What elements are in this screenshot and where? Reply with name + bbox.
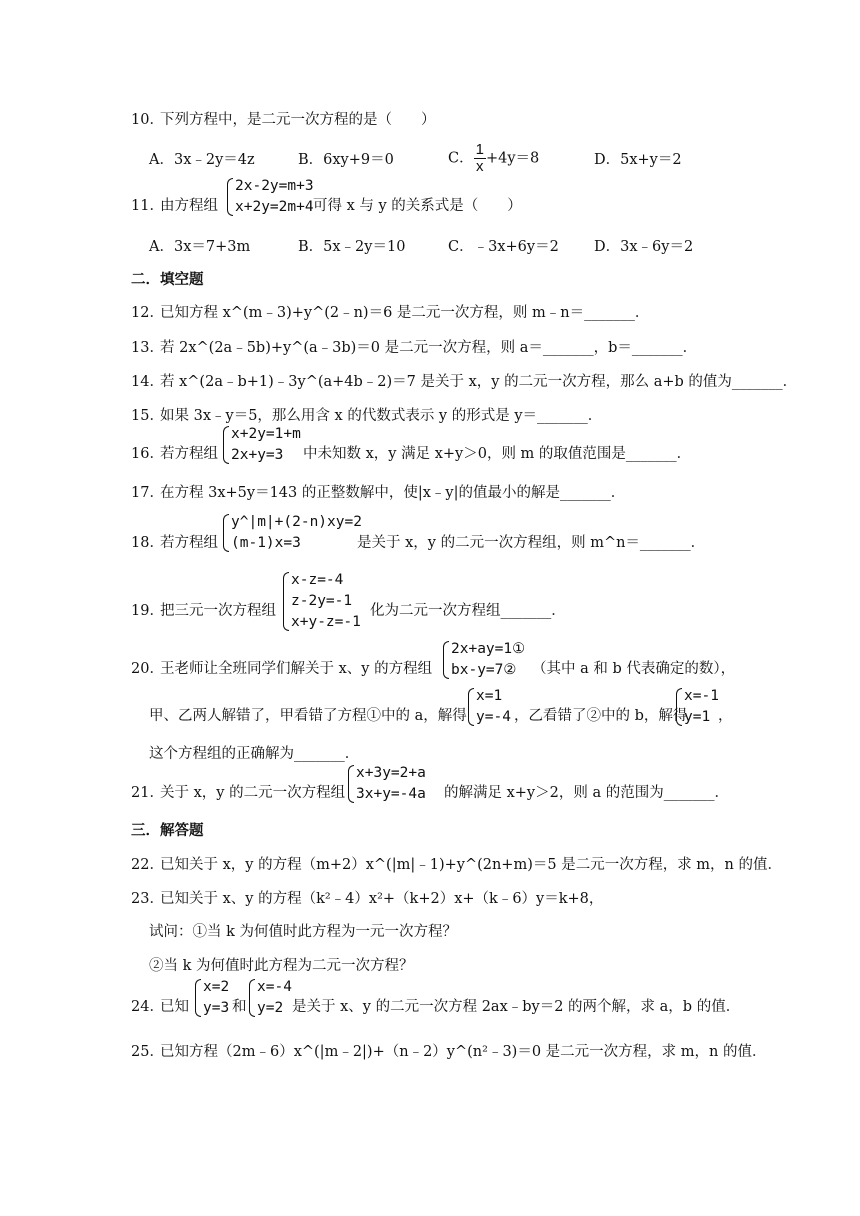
question-number: 13． (131, 340, 164, 356)
equation-system (282, 570, 361, 633)
option-a: A．3x＝7+3m (149, 239, 251, 255)
question-number: 23． (131, 891, 164, 907)
equation: y=2 (257, 1000, 284, 1016)
question-number: 11． (131, 198, 164, 214)
text-post: 的解满足 x+y＞2，则 a 的范围为_______． (444, 785, 729, 801)
equation: x=-4 (257, 979, 292, 995)
text-post: 是关于 x、y 的二元一次方程 2ax﹣by＝2 的两个解，求 a，b 的值． (292, 999, 741, 1015)
text-pre: 关于 x，y 的二元一次方程组 (160, 785, 346, 801)
text: 这个方程组的正确解为_______． (149, 746, 360, 762)
equation: y=3 (203, 1000, 230, 1016)
question-text: 如果 3x﹣y＝5，那么用含 x 的代数式表示 y 的形式是 y＝_______． (160, 408, 603, 424)
text-post: 化为二元一次方程组_______． (370, 603, 566, 619)
equation-system (194, 977, 229, 1019)
equation-system (222, 424, 301, 466)
question-number: 17． (131, 485, 164, 501)
equation-system (248, 977, 292, 1019)
text-post: （其中 a 和 b 代表确定的数）， (532, 661, 736, 677)
question-text: 若 x^(2a﹣b+1)﹣3y^(a+4b﹣2)＝7 是关于 x，y 的二元一次方程，那么 a+b 的值为_______． (160, 374, 798, 390)
question-number: 19． (131, 603, 164, 619)
text-mid: 和 (232, 999, 247, 1015)
question-number: 25． (131, 1044, 164, 1060)
equation: x=-1 (684, 688, 719, 704)
option-c-rest: +4y＝8 (485, 150, 540, 167)
fraction-denominator: x (476, 158, 484, 175)
option-b: B．6xy+9＝0 (298, 152, 394, 168)
fraction-numerator: 1 (475, 141, 484, 158)
question-number: 12． (131, 305, 164, 321)
equation: z-2y=-1 (291, 593, 353, 609)
text-post: 是关于 x，y 的二元一次方程组，则 m^n＝_______． (357, 535, 706, 551)
equation: x+3y=2+a (356, 765, 426, 781)
question-number: 16． (131, 446, 164, 462)
equation: 2x+y=3 (231, 447, 284, 463)
equation: x+2y=1+m (231, 426, 301, 442)
equation-system (222, 512, 362, 554)
equation: 3x+y=-4a (356, 786, 426, 802)
question-stem: 下列方程中，是二元一次方程的是（ ） (160, 112, 436, 128)
question-number: 10． (131, 112, 164, 128)
sub-question: ②当 k 为何值时此方程为二元一次方程？ (149, 958, 414, 974)
option-b: B．5x﹣2y＝10 (298, 239, 406, 255)
equation: x-z=-4 (291, 572, 344, 588)
equation: x=2 (203, 979, 230, 995)
text-post: 中未知数 x，y 满足 x+y＞0，则 m 的取值范围是_______． (303, 446, 692, 462)
question-number: 15． (131, 408, 164, 424)
question-text: 在方程 3x+5y＝143 的正整数解中，使|x﹣y|的值最小的解是_______． (160, 485, 626, 501)
equation: 2x+ay=1① (451, 641, 526, 657)
equation: y=1 (684, 709, 711, 725)
text-c: ， (718, 708, 733, 724)
option-d: D．3x﹣6y＝2 (594, 239, 694, 255)
question-number: 14． (131, 374, 164, 390)
equation: y^|m|+(2-n)xy=2 (231, 514, 362, 530)
equation-system (467, 686, 511, 728)
text-pre: 若方程组 (160, 446, 218, 462)
equation: (m-1)x=3 (231, 535, 301, 551)
equation: x+y-z=-1 (291, 614, 361, 630)
question-number: 18． (131, 535, 164, 551)
fraction (474, 142, 486, 175)
question-text: 已知方程（2m﹣6）x^(|m﹣2|)+（n﹣2）y^(n²﹣3)＝0 是二元一次方程，求 m，n 的值． (160, 1044, 767, 1060)
text-a: 甲、乙两人解错了，甲看错了方程①中的 a，解得 (149, 708, 467, 724)
text-pre: 王老师让全班同学们解关于 x、y 的方程组 (160, 661, 433, 677)
option-a: A．3x﹣2y＝4z (149, 152, 255, 168)
option-c-label: C． (448, 150, 474, 167)
option-d: D．5x+y＝2 (594, 152, 682, 168)
equation: 2x-2y=m+3 (235, 178, 314, 194)
text-pre: 把三元一次方程组 (160, 603, 276, 619)
equation-system (675, 686, 719, 728)
sub-question: 试问：①当 k 为何值时此方程为一元一次方程？ (149, 924, 458, 940)
text-b: ，乙看错了②中的 b，解得 (514, 708, 688, 724)
text-pre: 已知 (160, 999, 189, 1015)
section-title: 三．解答题 (131, 822, 204, 839)
text-pre: 由方程组 (160, 198, 218, 214)
question-text: 已知方程 x^(m﹣3)+y^(2﹣n)＝6 是二元一次方程，则 m﹣n＝_______． (160, 305, 650, 321)
text-pre: 若方程组 (160, 535, 218, 551)
option-c (448, 142, 539, 175)
section-title: 二．填空题 (131, 271, 204, 288)
equation-system (226, 176, 314, 218)
equation: y=-4 (476, 709, 511, 725)
equation-system (442, 639, 525, 681)
equation: x=1 (476, 688, 503, 704)
option-c: C．﹣3x+6y＝2 (448, 239, 559, 255)
question-number: 24． (131, 999, 164, 1015)
text-post: 可得 x 与 y 的关系式是（ ） (313, 198, 522, 214)
question-number: 21． (131, 785, 164, 801)
question-text: 已知关于 x、y 的方程（k²﹣4）x²+（k+2）x+（k﹣6）y＝k+8， (160, 891, 604, 907)
question-text: 已知关于 x，y 的方程（m+2）x^(|m|﹣1)+y^(2n+m)＝5 是二元一次方程，求 m，n 的值． (160, 857, 783, 873)
question-text: 若 2x^(2a﹣5b)+y^(a﹣3b)＝0 是二元一次方程，则 a＝_______，b＝_______． (160, 340, 698, 356)
question-number: 22． (131, 857, 164, 873)
equation-system (347, 763, 426, 805)
question-number: 20． (131, 661, 164, 677)
equation: x+2y=2m+4 (235, 199, 314, 215)
equation: bx-y=7② (451, 662, 517, 678)
